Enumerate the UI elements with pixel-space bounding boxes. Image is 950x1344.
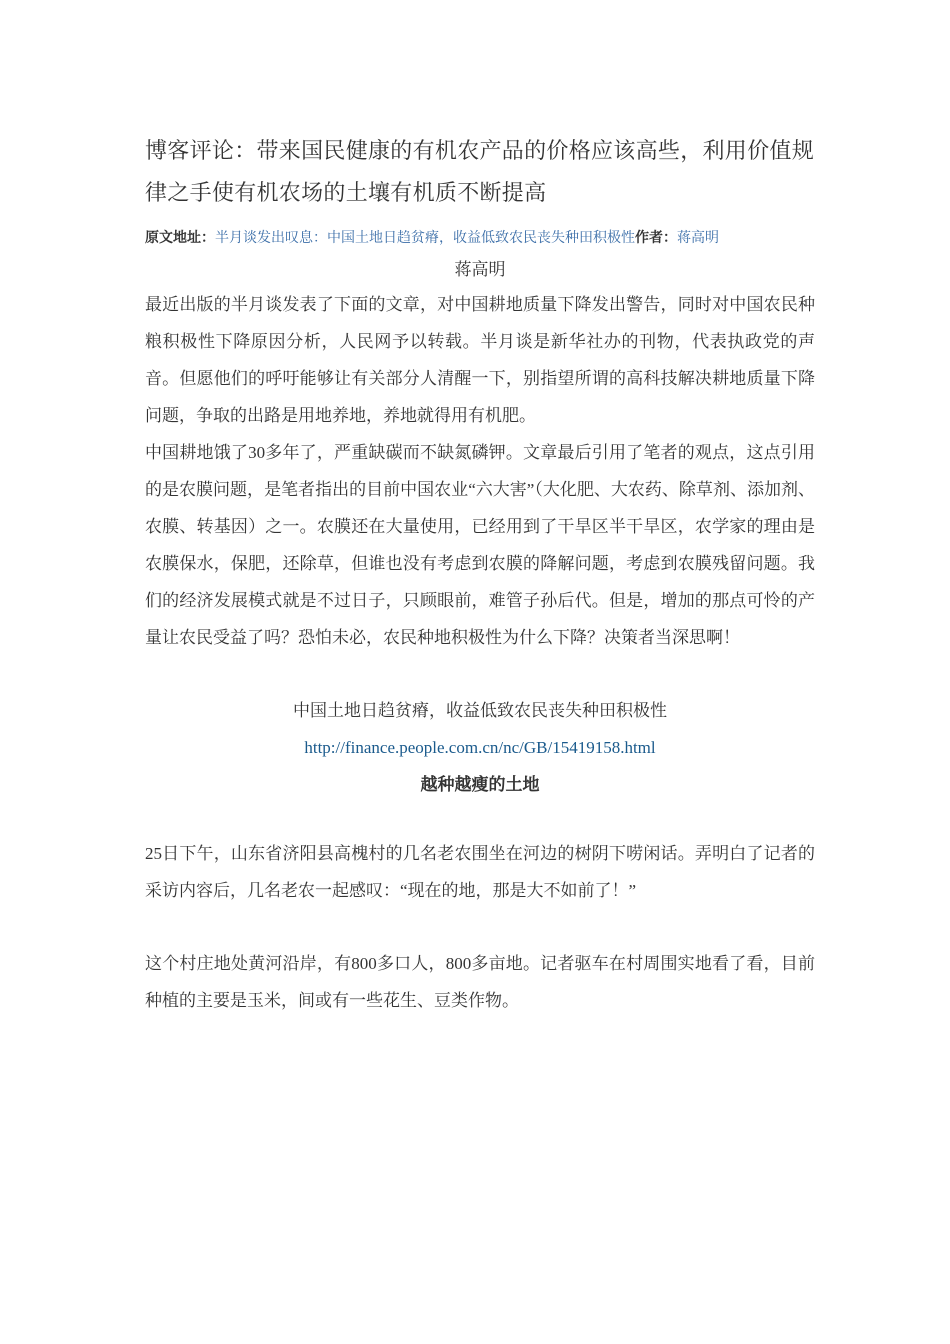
article-url-link[interactable]: http://finance.people.com.cn/nc/GB/15419158.html: [304, 738, 656, 757]
author-link[interactable]: 蒋高明: [677, 231, 719, 246]
source-link[interactable]: 半月谈发出叹息：中国土地日趋贫瘠，收益低致农民丧失种田积极性: [215, 231, 635, 246]
source-meta-line: [145, 228, 815, 250]
document-page: [145, 130, 815, 1019]
page-title: 博客评论：带来国民健康的有机农产品的价格应该高些，利用价值规律之手使有机农场的土壤有机质不断提高: [145, 138, 815, 205]
spacer: [145, 803, 815, 835]
spacer: [145, 656, 815, 692]
paragraph-commentary: 中国耕地饿了30多年了，严重缺碳而不缺氮磷钾。文章最后引用了笔者的观点，这点引用的是农膜问题，是笔者指出的目前中国农业“六大害”（大化肥、大农药、除草剂、添加剂、农膜、转基因）之一。农膜还在大量使用，已经用到了干旱区半干旱区，农学家的理由是农膜保水，保肥，还除草，但谁也没有考虑到农膜的降解问题，考虑到农膜残留问题。我们的经济发展模式就是不过日子，只顾眼前，难管子孙后代。但是，增加的那点可怜的产量让农民受益了吗？恐怕未必，农民种地积极性为什么下降？决策者当深思啊！: [145, 443, 815, 647]
paragraph-intro: 最近出版的半月谈发表了下面的文章，对中国耕地质量下降发出警告，同时对中国农民种粮积极性下降原因分析，人民网予以转载。半月谈是新华社办的刊物，代表执政党的声音。但愿他们的呼吁能够让有关部分人清醒一下，别指望所谓的高科技解决耕地质量下降问题，争取的出路是用地养地，养地就得用有机肥。: [145, 295, 815, 425]
article-subheading: 越种越瘦的土地: [420, 775, 540, 794]
paragraph-article-2: 这个村庄地处黄河沿岸，有800多口人，800多亩地。记者驱车在村周围实地看了看，目前种植的主要是玉米，间或有一些花生、豆类作物。: [145, 954, 815, 1010]
spacer: [145, 909, 815, 945]
paragraph-article-1: 25日下午，山东省济阳县高槐村的几名老农围坐在河边的树阴下唠闲话。弄明白了记者的采访内容后，几名老农一起感叹：“现在的地，那是大不如前了！”: [145, 844, 815, 900]
author-name: 蒋高明: [454, 260, 506, 279]
source-label: 原文地址：: [145, 231, 215, 246]
author-label: 作者：: [635, 231, 677, 246]
article-headline: 中国土地日趋贫瘠，收益低致农民丧失种田积极性: [293, 701, 667, 720]
